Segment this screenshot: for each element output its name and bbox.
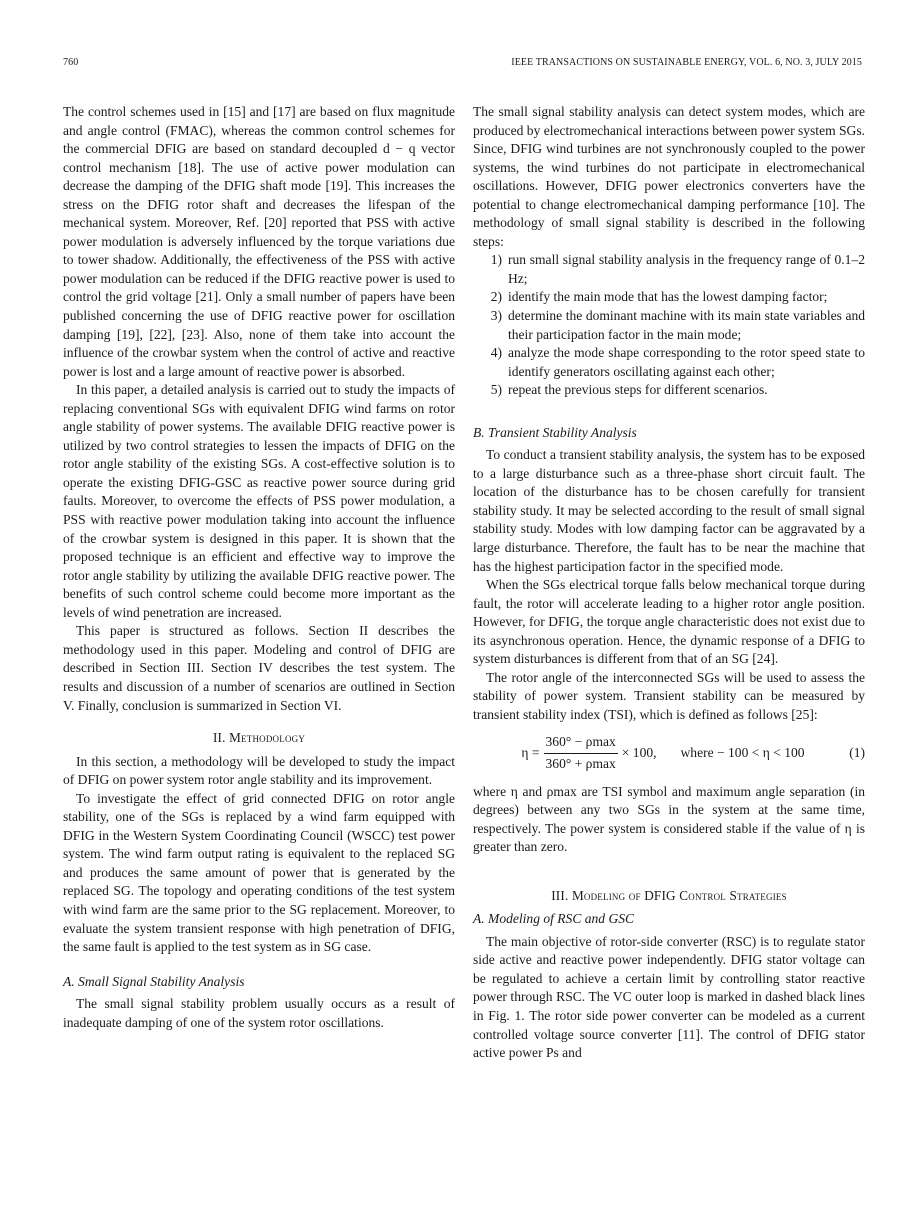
- list-item: 4) analyze the mode shape corresponding to the rotor speed state to identify generators oscillating against each other;: [490, 345, 865, 379]
- list-item: 3) determine the dominant machine with its main state variables and their participation factor in the main mode;: [490, 308, 865, 342]
- equation-tsi: [473, 733, 865, 775]
- right-paragraph-4: The rotor angle of the interconnected SGs will be used to assess the stability of power system. Transient stability can be measured by transient stability index (TSI), which is defined as follows [25]:: [473, 669, 865, 722]
- subsection-heading-small-signal: A. Small Signal Stability Analysis: [63, 973, 245, 989]
- journal-header: IEEE TRANSACTIONS ON SUSTAINABLE ENERGY, VOL. 6, NO. 3, JULY 2015: [511, 57, 862, 68]
- left-paragraph-5: To investigate the effect of grid connected DFIG on rotor angle stability, one of the SGs is replaced by a wind farm equipped with DFIG in the Western System Coordinating Council (WSCC) test power system. The wind farm output rating is equivalent to the replaced SG and produces the same amount of power that is generated by the replaced SG. The topology and operating conditions of the test system with wind farm are the same prior to the SG replacement. Moreover, to evaluate the system transient response with high penetration of DFIG, the same fault is applied to the test system as in SG case.: [63, 790, 455, 955]
- list-item: 2) identify the main mode that has the lowest damping factor;: [490, 289, 828, 305]
- left-paragraph-3: This paper is structured as follows. Section II describes the methodology used in this paper. Modeling and control of DFIG are described in Section III. Section IV describes the test system. The results and discussion of a number of scenarios are outlined in Section V. Finally, conclusion is summarized in Section VI.: [63, 623, 455, 713]
- equation-denominator: 360° + ρmax: [545, 756, 616, 771]
- equation-condition: where − 100 < η < 100: [680, 745, 805, 761]
- left-paragraph-1: The control schemes used in [15] and [17] are based on flux magnitude and angle control (FMAC), whereas the common control schemes for the commercial DFIG are based on standard decoupled d − q vector control mechanism [18]. The use of active power modulation can decrease the damping of the DFIG shaft mode [19]. This increases the stress on the DFIG rotor shaft and decreases the lifespan of the mechanical system. Moreover, Ref. [20] reported that PSS with active power modulation is adversely influenced by the torque variations due to tower shadow. Additionally, the effectiveness of the PSS with active power modulation can be reduced if the DFIG reactive power is used to control the grid voltage [21]. Only a small number of papers have been published concerning the use of DFIG reactive power for oscillation damping [19], [22], [23]. Also, none of them take into account the influence of the crowbar system when the control of active and reactive power is lost and a large amount of reactive power is absorbed.: [63, 104, 455, 379]
- methodology-steps-list: [473, 251, 865, 399]
- equation-times: × 100,: [621, 745, 657, 761]
- equation-number: (1): [849, 745, 865, 761]
- section-title: Methodology: [229, 730, 306, 746]
- right-paragraph-2: To conduct a transient stability analysis, the system has to be exposed to a large disturbance such as a three-phase short circuit fault. The location of the disturbance has to be chosen carefully for transient stability study. It may be selected according to the result of small signal stability study. Modes with low damping factor can be aggravated by a large disturbance. Therefore, the fault has to be near the machine that has the highest participation factor in the specified mode.: [473, 447, 865, 574]
- section-number: II.: [212, 730, 226, 746]
- equation-fraction: [544, 733, 618, 773]
- list-item: 5) repeat the previous steps for different scenarios.: [490, 382, 768, 398]
- left-paragraph-2: In this paper, a detailed analysis is carried out to study the impacts of replacing conventional SGs with equivalent DFIG wind farms on rotor angle stability of power systems. The available DFIG reactive power is utilized by two control strategies to lessen the impacts of DFIG on the rotor angle stability of the existing SGs. A cost-effective solution is to operate the existing DFIG-GSC as reactive power source during grid faults. Moreover, to overcome the effects of PSS power modulation, a PSS with reactive power modulation taking into account the influence of the crowbar system is designed in this paper. It is shown that the proposed technique is an efficient and effective way to improve the rotor angle stability by utilizing the available DFIG reactive power. The benefits of such control scheme could become more important as the levels of wind penetration are increased.: [63, 382, 455, 620]
- section-title: Modeling of DFIG Control Strategies: [571, 887, 787, 903]
- right-paragraph-1: The small signal stability analysis can detect system modes, which are produced by electromechanical interactions between power system SGs. Since, DFIG wind turbines are not synchronously coupled to the power systems, the wind turbines do not participate in electromechanical oscillations. However, DFIG power electronics converters have the potential to change electromechanical damping performance [10]. The methodology of small signal stability is described in the following steps:: [473, 104, 865, 249]
- equation-lhs: η =: [521, 745, 540, 761]
- equation-numerator: 360° − ρmax: [544, 733, 618, 754]
- section-number: III.: [551, 887, 569, 903]
- left-column: [63, 103, 455, 1032]
- right-column: [473, 103, 865, 1063]
- section-heading-methodology: [63, 729, 455, 748]
- right-paragraph-3: When the SGs electrical torque falls below mechanical torque during fault, the rotor will accelerate leading to a higher rotor angle position. However, for DFIG, the torque angle characteristic does not exist due to its asynchronous operation. Hence, the dynamic response of a DFIG to system disturbances is different from that of an SG [24].: [473, 577, 865, 667]
- right-paragraph-5: where η and ρmax are TSI symbol and maximum angle separation (in degrees) between any two SGs in the system at the same time, respectively. The power system is considered stable if the value of η is greater than zero.: [473, 783, 865, 855]
- page-number: 760: [63, 57, 79, 68]
- subsection-heading-rsc-gsc: A. Modeling of RSC and GSC: [473, 911, 635, 927]
- section-heading-modeling: [473, 887, 865, 906]
- right-paragraph-6: The main objective of rotor-side converter (RSC) is to regulate stator side active and reactive power independently. DFIG stator voltage can be regulated to achieve a certain limit by controlling stator reactive power through RSC. The VC outer loop is marked in dashed black lines in Fig. 1. The rotor side power converter can be modeled as a current controlled voltage source converter [11]. The control of DFIG stator active power Ps and: [473, 933, 865, 1061]
- left-paragraph-4: In this section, a methodology will be developed to study the impact of DFIG on power system rotor angle stability and its improvement.: [63, 753, 455, 788]
- left-paragraph-6: The small signal stability problem usually occurs as a result of inadequate damping of one of the system rotor oscillations.: [63, 996, 455, 1030]
- subsection-heading-transient: B. Transient Stability Analysis: [473, 424, 637, 440]
- list-item: 1) run small signal stability analysis in the frequency range of 0.1–2 Hz;: [490, 252, 865, 286]
